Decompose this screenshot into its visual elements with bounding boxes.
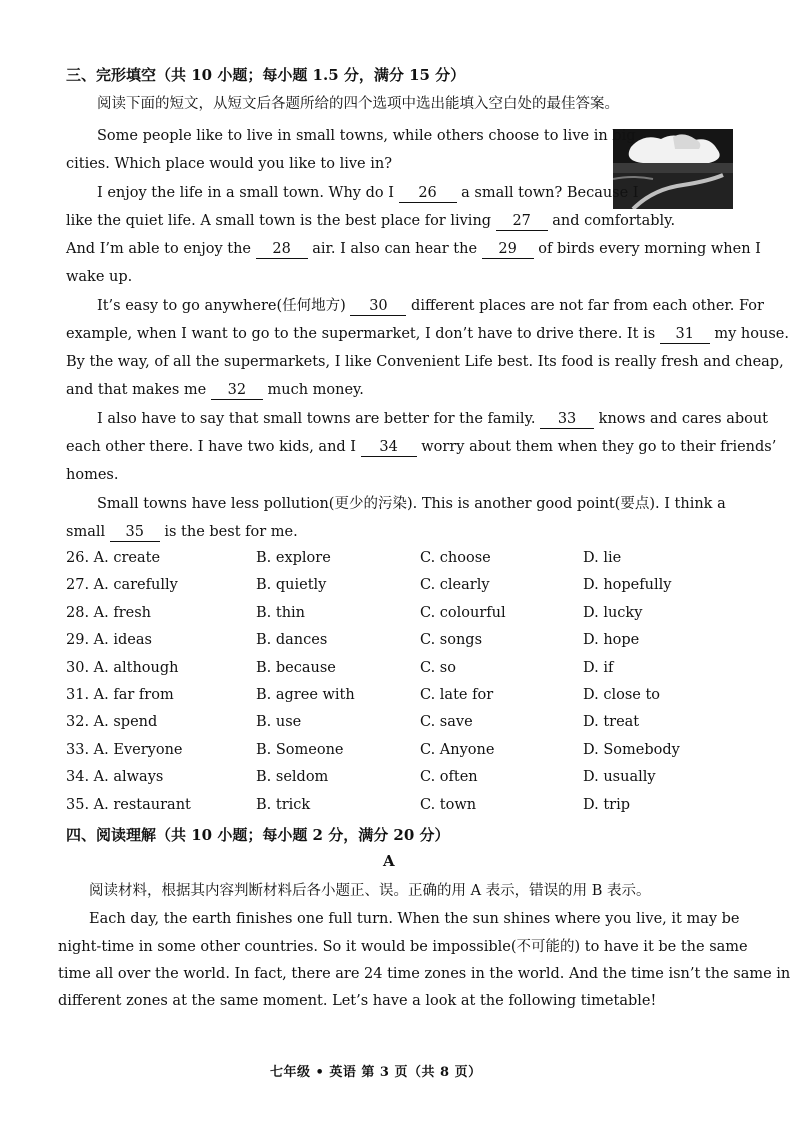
option-c[interactable]: C. often: [420, 769, 478, 785]
passage-line: It’s easy to go anywhere(任何地方) 30 different places are not far from each other. For: [97, 298, 764, 314]
option-a[interactable]: 30. A. although: [66, 660, 179, 676]
reading-line: night-time in some other countries. So it would be impossible(不可能的) to have it be the same: [58, 939, 748, 955]
section-3-instruction: 阅读下面的短文，从短文后各题所给的四个选项中选出能填入空白处的最佳答案。: [97, 96, 619, 112]
option-d[interactable]: D. lucky: [583, 605, 643, 621]
option-c[interactable]: C. colourful: [420, 605, 506, 621]
option-d[interactable]: D. trip: [583, 797, 631, 813]
blank-31[interactable]: 31: [660, 326, 710, 344]
option-b[interactable]: B. dances: [256, 632, 328, 648]
option-c[interactable]: C. clearly: [420, 577, 490, 593]
passage-line: like the quiet life. A small town is the best place for living 27 and comfortably.: [66, 213, 676, 229]
option-d[interactable]: D. lie: [583, 550, 622, 566]
option-c[interactable]: C. save: [420, 714, 473, 730]
blank-27[interactable]: 27: [496, 213, 548, 231]
option-c[interactable]: C. Anyone: [420, 742, 495, 758]
option-d[interactable]: D. usually: [583, 769, 656, 785]
option-a[interactable]: 31. A. far from: [66, 687, 174, 703]
option-a[interactable]: 26. A. create: [66, 550, 161, 566]
passage-line: wake up.: [66, 269, 133, 285]
passage-line: each other there. I have two kids, and I 34 worry about them when they go to their friends’: [66, 439, 777, 455]
option-d[interactable]: D. Somebody: [583, 742, 680, 758]
option-a[interactable]: 32. A. spend: [66, 714, 158, 730]
option-d[interactable]: D. close to: [583, 687, 661, 703]
option-d[interactable]: D. if: [583, 660, 614, 676]
blank-32[interactable]: 32: [211, 382, 263, 400]
blank-34[interactable]: 34: [361, 439, 417, 457]
option-b[interactable]: B. thin: [256, 605, 306, 621]
option-a[interactable]: 33. A. Everyone: [66, 742, 183, 758]
passage-line: cities. Which place would you like to live in?: [66, 156, 392, 172]
passage-line: Small towns have less pollution(更少的污染). This is another good point(要点). I think a: [97, 496, 726, 512]
section-3-heading: 三、完形填空（共 10 小题；每小题 1.5 分，满分 15 分）: [66, 66, 466, 84]
option-b[interactable]: B. trick: [256, 797, 311, 813]
option-a[interactable]: 34. A. always: [66, 769, 164, 785]
blank-35[interactable]: 35: [110, 524, 160, 542]
option-d[interactable]: D. hope: [583, 632, 640, 648]
blank-33[interactable]: 33: [540, 411, 594, 429]
option-c[interactable]: C. so: [420, 660, 456, 676]
passage-line: example, when I want to go to the supermarket, I don’t have to drive there. It is 31 my house.: [66, 326, 789, 342]
blank-26[interactable]: 26: [399, 185, 457, 203]
passage-line: Some people like to live in small towns, while others choose to live in big: [97, 128, 636, 144]
passage-line: small 35 is the best for me.: [66, 524, 298, 540]
option-a[interactable]: 35. A. restaurant: [66, 797, 191, 813]
option-a[interactable]: 27. A. carefully: [66, 577, 178, 593]
passage-line: I enjoy the life in a small town. Why do I 26 a small town? Because I: [97, 185, 639, 201]
option-a[interactable]: 29. A. ideas: [66, 632, 152, 648]
option-b[interactable]: B. seldom: [256, 769, 329, 785]
option-b[interactable]: B. agree with: [256, 687, 355, 703]
option-c[interactable]: C. choose: [420, 550, 491, 566]
option-b[interactable]: B. quietly: [256, 577, 327, 593]
option-c[interactable]: C. late for: [420, 687, 494, 703]
option-b[interactable]: B. Someone: [256, 742, 344, 758]
blank-30[interactable]: 30: [350, 298, 406, 316]
reading-line: Each day, the earth finishes one full turn. When the sun shines where you live, it may be: [89, 911, 740, 927]
page-footer: 七年级 • 英语 第 3 页（共 8 页）: [270, 1065, 482, 1080]
option-b[interactable]: B. use: [256, 714, 302, 730]
passage-line: By the way, of all the supermarkets, I like Convenient Life best. Its food is really fresh and cheap,: [66, 354, 784, 370]
section-4-instruction: 阅读材料，根据其内容判断材料后各小题正、误。正确的用 A 表示，错误的用 B 表示。: [89, 883, 651, 899]
blank-28[interactable]: 28: [256, 241, 308, 259]
reading-line: different zones at the same moment. Let’s have a look at the following timetable!: [58, 993, 657, 1009]
blank-29[interactable]: 29: [482, 241, 534, 259]
option-d[interactable]: D. treat: [583, 714, 640, 730]
option-b[interactable]: B. because: [256, 660, 336, 676]
option-b[interactable]: B. explore: [256, 550, 331, 566]
reading-line: time all over the world. In fact, there are 24 time zones in the world. And the time isn’t the same in: [58, 966, 791, 982]
option-d[interactable]: D. hopefully: [583, 577, 672, 593]
passage-line: I also have to say that small towns are better for the family. 33 knows and cares about: [97, 411, 769, 427]
option-a[interactable]: 28. A. fresh: [66, 605, 152, 621]
section-4-heading: 四、阅读理解（共 10 小题；每小题 2 分，满分 20 分）: [66, 826, 450, 844]
option-c[interactable]: C. town: [420, 797, 477, 813]
option-c[interactable]: C. songs: [420, 632, 483, 648]
passage-line: homes.: [66, 467, 119, 483]
part-label: A: [383, 852, 395, 870]
passage-line: and that makes me 32 much money.: [66, 382, 364, 398]
passage-line: And I’m able to enjoy the 28 air. I also can hear the 29 of birds every morning when I: [66, 241, 761, 257]
